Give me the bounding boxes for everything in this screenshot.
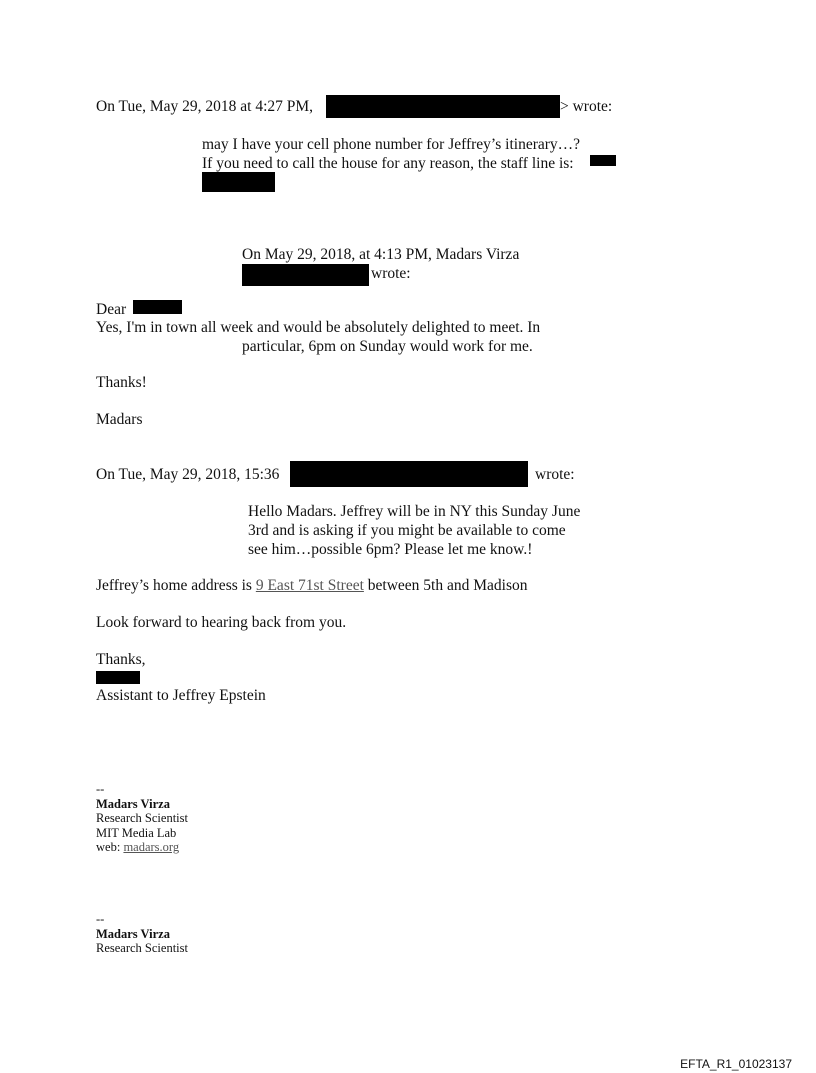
- redaction-madars-email: [242, 264, 369, 286]
- email1-body-line1: may I have your cell phone number for Jeffrey’s itinerary…?: [202, 136, 581, 153]
- email2-signoff: Madars: [96, 411, 143, 428]
- address-link[interactable]: 9 East 71st Street: [255, 577, 364, 594]
- signature-1-web: [96, 840, 188, 855]
- signature-1-org: MIT Media Lab: [96, 825, 177, 840]
- signature-2-dashes: --: [96, 912, 105, 926]
- email3-header-prefix: On Tue, May 29, 2018, 15:36: [96, 466, 280, 483]
- signature-2: [96, 912, 188, 956]
- email2-greeting: Dear: [96, 301, 127, 318]
- email2-body-line1: Yes, I'm in town all week and would be absolutely delighted to meet. In: [96, 319, 541, 336]
- signature-1-role: Research Scientist: [96, 811, 188, 825]
- redaction-sender-email-1: [326, 95, 560, 118]
- signature-1: [96, 782, 188, 855]
- redaction-sender-email-3: [290, 461, 528, 487]
- email2-thanks: Thanks!: [96, 374, 147, 391]
- email3-body-line3: see him…possible 6pm? Please let me know.!: [248, 541, 533, 558]
- email3-address-line: [96, 576, 527, 595]
- address-prefix: Jeffrey’s home address is: [96, 577, 252, 594]
- document-id: EFTA_R1_01023137: [680, 1057, 792, 1071]
- address-suffix: between 5th and Madison: [367, 577, 528, 594]
- redaction-greeting-name: [133, 300, 182, 314]
- email1-header-suffix: > wrote:: [560, 98, 613, 115]
- email1-header: [96, 97, 313, 116]
- email1-header-prefix: On Tue, May 29, 2018 at 4:27 PM,: [96, 98, 314, 115]
- email3-body-line2: 3rd and is asking if you might be available to come: [248, 522, 566, 539]
- signature-2-name: Madars Virza: [96, 926, 170, 941]
- redaction-assistant-name: [96, 671, 140, 684]
- redaction-phone-b: [202, 172, 275, 192]
- email3-thanks: Thanks,: [96, 651, 146, 668]
- email2-header-line1: On May 29, 2018, at 4:13 PM, Madars Virza: [242, 246, 520, 263]
- email3-assistant-title: Assistant to Jeffrey Epstein: [96, 687, 266, 704]
- email3-header-suffix: wrote:: [535, 466, 575, 483]
- email3-body-line1: Hello Madars. Jeffrey will be in NY this Sunday June: [248, 503, 581, 520]
- email1-body-line2: If you need to call the house for any reason, the staff line is:: [202, 155, 574, 172]
- email3-look-forward: Look forward to hearing back from you.: [96, 614, 347, 631]
- signature-1-dashes: --: [96, 782, 105, 796]
- signature-1-web-label: web:: [96, 840, 121, 854]
- email2-body-line2: particular, 6pm on Sunday would work for me.: [242, 338, 533, 355]
- signature-1-web-link[interactable]: madars.org: [123, 840, 180, 854]
- redaction-phone-a: [590, 155, 616, 166]
- signature-1-name: Madars Virza: [96, 796, 170, 811]
- signature-2-role: Research Scientist: [96, 941, 188, 955]
- email2-header-line2: wrote:: [371, 265, 411, 282]
